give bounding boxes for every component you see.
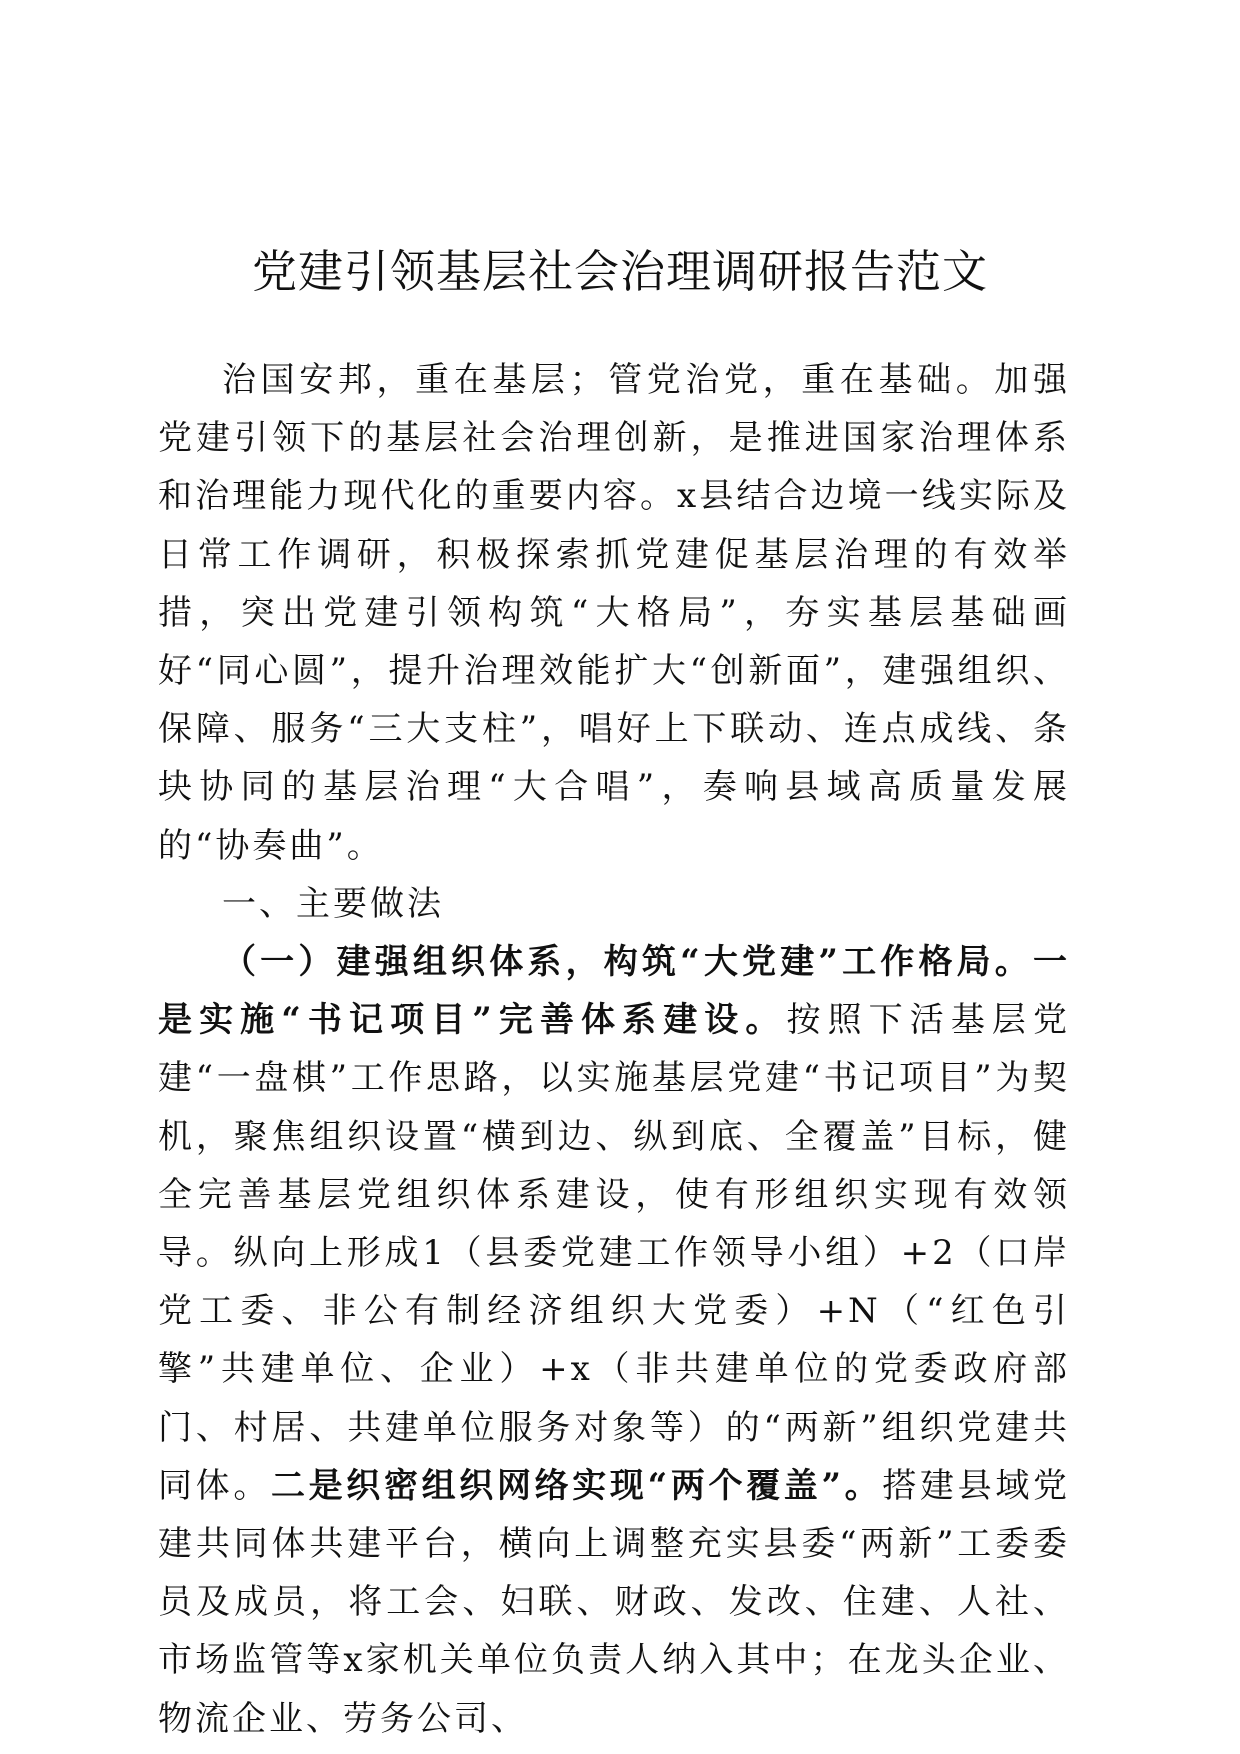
subsection-text: 按照下活基层党建“一盘棋”工作思路，以实施基层党建“书记项目”为契机，聚焦组织设置“横到边、纵到底、全覆盖”目标，健全完善基层党组织体系建设，使有形组织实现有效领导。纵向上形成1（县委党建工作领导小组）+2（口岸党工委、非公有制经济组织大党委）+N（“红色引擎”共建单位、企业）+x（非共建单位的党委政府部门、村居、共建单位服务对象等）的“两新”组织党建共同体。 xyxy=(158,1000,1070,1506)
intro-paragraph: 治国安邦，重在基层；管党治党，重在基础。加强党建引领下的基层社会治理创新，是推进国家治理体系和治理能力现代化的重要内容。x县结合边境一线实际及日常工作调研，积极探索抓党建促基层治理的有效举措，突出党建引领构筑“大格局”，夯实基层基础画好“同心圆”，提升治理效能扩大“创新面”，建强组织、保障、服务“三大支柱”，唱好上下联动、连点成线、条块协同的基层治理“大合唱”，奏响县域高质量发展的“协奏曲”。 xyxy=(158,360,1070,866)
point-two-heading-bold: 二是织密组织网络实现“两个覆盖”。 xyxy=(270,1465,883,1506)
document-title: 党建引领基层社会治理调研报告范文 xyxy=(251,245,988,298)
subsection-paragraph-organization xyxy=(158,933,1070,1748)
subsection-heading-bold: （一）建强组织体系，构筑“大党建”工作格局。一是实施“书记项目”完善体系建设。 xyxy=(158,942,1070,1041)
point-two-text: 搭建县域党建共同体共建平台，横向上调整充实县委“两新”工委委员及成员，将工会、妇联、财政、发改、住建、人社、市场监管等x家机关单位负责人纳入其中；在龙头企业、物流企业、劳务公司、 xyxy=(158,1465,1070,1739)
section-heading-main-practices: 一、主要做法 xyxy=(222,883,444,924)
document-body xyxy=(158,351,1070,1748)
